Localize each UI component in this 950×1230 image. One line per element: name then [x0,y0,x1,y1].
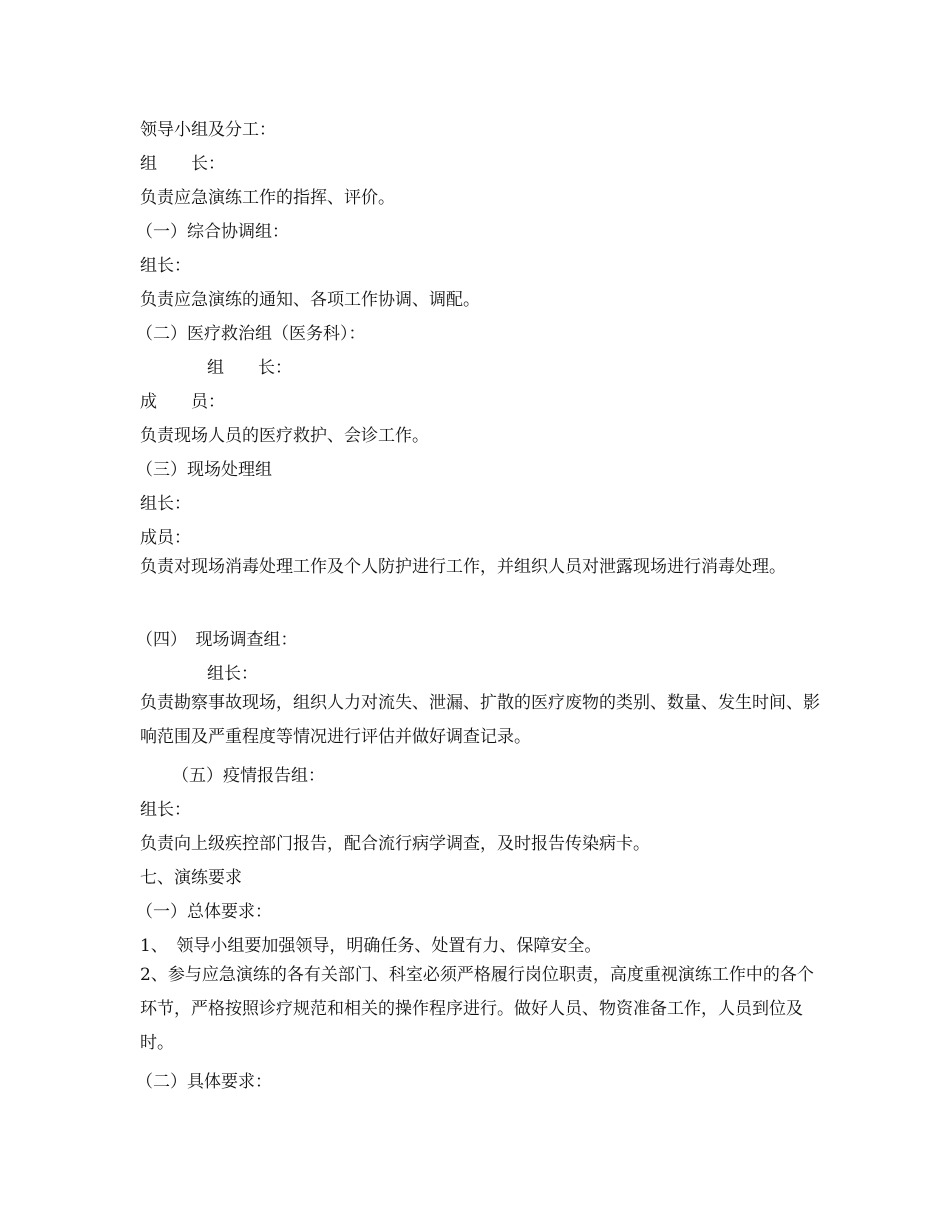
medical-leader-label: 组 长： [207,358,292,378]
investigation-leader-label: 组长： [207,664,258,684]
medical-group-heading: （二）医疗救治组（医务科）： [136,324,366,344]
report-group-heading: （五）疫情报告组： [172,766,325,786]
investigation-duty-text: 负责勘察事故现场，组织人力对流失、泄漏、扩散的医疗废物的类别、数量、发生时间、影响范围及严重程度等情况进行评估并做好调查记录。 [140,693,820,747]
onsite-group-heading: （三）现场处理组 [136,460,272,480]
specific-requirements-heading: （二）具体要求： [136,1072,272,1092]
investigation-group-heading: （四） 现场调查组： [136,630,298,650]
report-leader-label: 组长： [140,800,191,820]
coordination-duty-text: 负责应急演练的通知、各项工作协调、调配。 [140,290,480,310]
medical-duty-text: 负责现场人员的医疗救护、会诊工作。 [140,426,429,446]
onsite-leader-label: 组长： [140,494,191,514]
coordination-leader-label: 组长： [140,256,191,276]
onsite-duty-text: 负责对现场消毒处理工作及个人防护进行工作，并组织人员对泄露现场进行消毒处理。 [140,557,786,577]
general-requirements-heading: （一）总体要求： [136,902,272,922]
coordination-group-heading: （一）综合协调组： [136,222,289,242]
requirement-item-1: 1、 领导小组要加强领导，明确任务、处置有力、保障安全。 [140,936,602,956]
leader-duty-text: 负责应急演练工作的指挥、评价。 [140,188,395,208]
requirement-item-2: 2、参与应急演练的各有关部门、科室必须严格履行岗位职责，高度重视演练工作中的各个环节，严格按照诊疗规范和相关的操作程序进行。做好人员、物资准备工作，人员到位及时。 [140,965,814,1053]
section-leadership-heading: 领导小组及分工： [140,120,276,140]
drill-requirements-heading: 七、演练要求 [140,868,242,888]
group-leader-label: 组 长： [140,154,225,174]
medical-member-label: 成 员： [140,392,225,412]
onsite-member-label: 成员： [140,528,191,548]
report-duty-text: 负责向上级疾控部门报告，配合流行病学调查，及时报告传染病卡。 [140,834,650,854]
